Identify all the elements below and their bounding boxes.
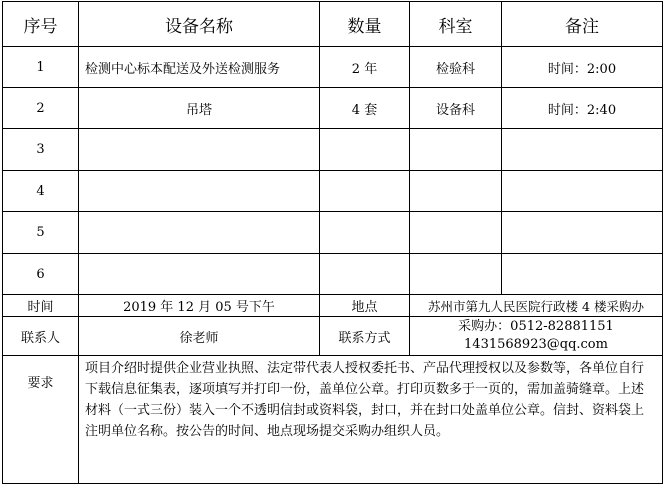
row-name: 检测中心标本配送及外送检测服务 [79, 47, 320, 88]
row-dept [410, 171, 502, 212]
row-seq: 5 [3, 212, 79, 254]
row-dept [410, 212, 502, 254]
row-dept [410, 129, 502, 171]
requirement-row [3, 356, 663, 484]
header-dept: 科室 [410, 2, 502, 47]
row-dept: 检验科 [410, 47, 502, 88]
row-name [79, 254, 320, 295]
contact-method-value [410, 317, 663, 356]
row-qty [320, 212, 410, 254]
table-row [3, 171, 663, 212]
row-seq: 4 [3, 171, 79, 212]
row-note [502, 129, 663, 171]
place-label: 地点 [320, 295, 410, 317]
row-name [79, 212, 320, 254]
row-note [502, 171, 663, 212]
contact-value: 徐老师 [79, 317, 320, 356]
row-qty: 4 套 [320, 88, 410, 129]
contact-phone: 采购办：0512-82881151 [458, 319, 614, 334]
row-seq: 1 [3, 47, 79, 88]
row-dept [410, 254, 502, 295]
contact-label: 联系人 [3, 317, 79, 356]
header-qty: 数量 [320, 2, 410, 47]
contact-row [3, 317, 663, 356]
row-note [502, 212, 663, 254]
row-name: 吊塔 [79, 88, 320, 129]
table-row [3, 47, 663, 88]
table-row [3, 212, 663, 254]
requirement-text: 项目介绍时提供企业营业执照、法定带代表人授权委托书、产品代理授权以及参数等，各单位自行下载信息征集表，逐项填写并打印一份，盖单位公章。打印页数多于一页的，需加盖骑缝章。上述材料（一式三份）装入一个不透明信封或资料袋，封口，并在封口处盖单位公章。信封、资料袋上注明单位名称。按公告的时间、地点现场提交采购办组织人员。 [79, 356, 663, 484]
table-row [3, 88, 663, 129]
header-row [3, 2, 663, 47]
row-dept: 设备科 [410, 88, 502, 129]
contact-method-label: 联系方式 [320, 317, 410, 356]
equipment-table [2, 1, 663, 484]
contact-email: 1431568923@qq.com [464, 337, 608, 352]
row-seq: 3 [3, 129, 79, 171]
row-qty [320, 254, 410, 295]
header-seq: 序号 [3, 2, 79, 47]
row-note [502, 254, 663, 295]
table-row [3, 254, 663, 295]
row-seq: 2 [3, 88, 79, 129]
row-name [79, 129, 320, 171]
row-name [79, 171, 320, 212]
table-row [3, 129, 663, 171]
time-value: 2019 年 12 月 05 号下午 [79, 295, 320, 317]
row-seq: 6 [3, 254, 79, 295]
row-qty [320, 129, 410, 171]
requirement-label: 要求 [3, 356, 79, 484]
header-note: 备注 [502, 2, 663, 47]
place-value: 苏州市第九人民医院行政楼 4 楼采购办 [410, 295, 663, 317]
row-qty: 2 年 [320, 47, 410, 88]
row-qty [320, 171, 410, 212]
row-note: 时间：2:40 [502, 88, 663, 129]
header-name: 设备名称 [79, 2, 320, 47]
time-label: 时间 [3, 295, 79, 317]
row-note: 时间：2:00 [502, 47, 663, 88]
time-row [3, 295, 663, 317]
